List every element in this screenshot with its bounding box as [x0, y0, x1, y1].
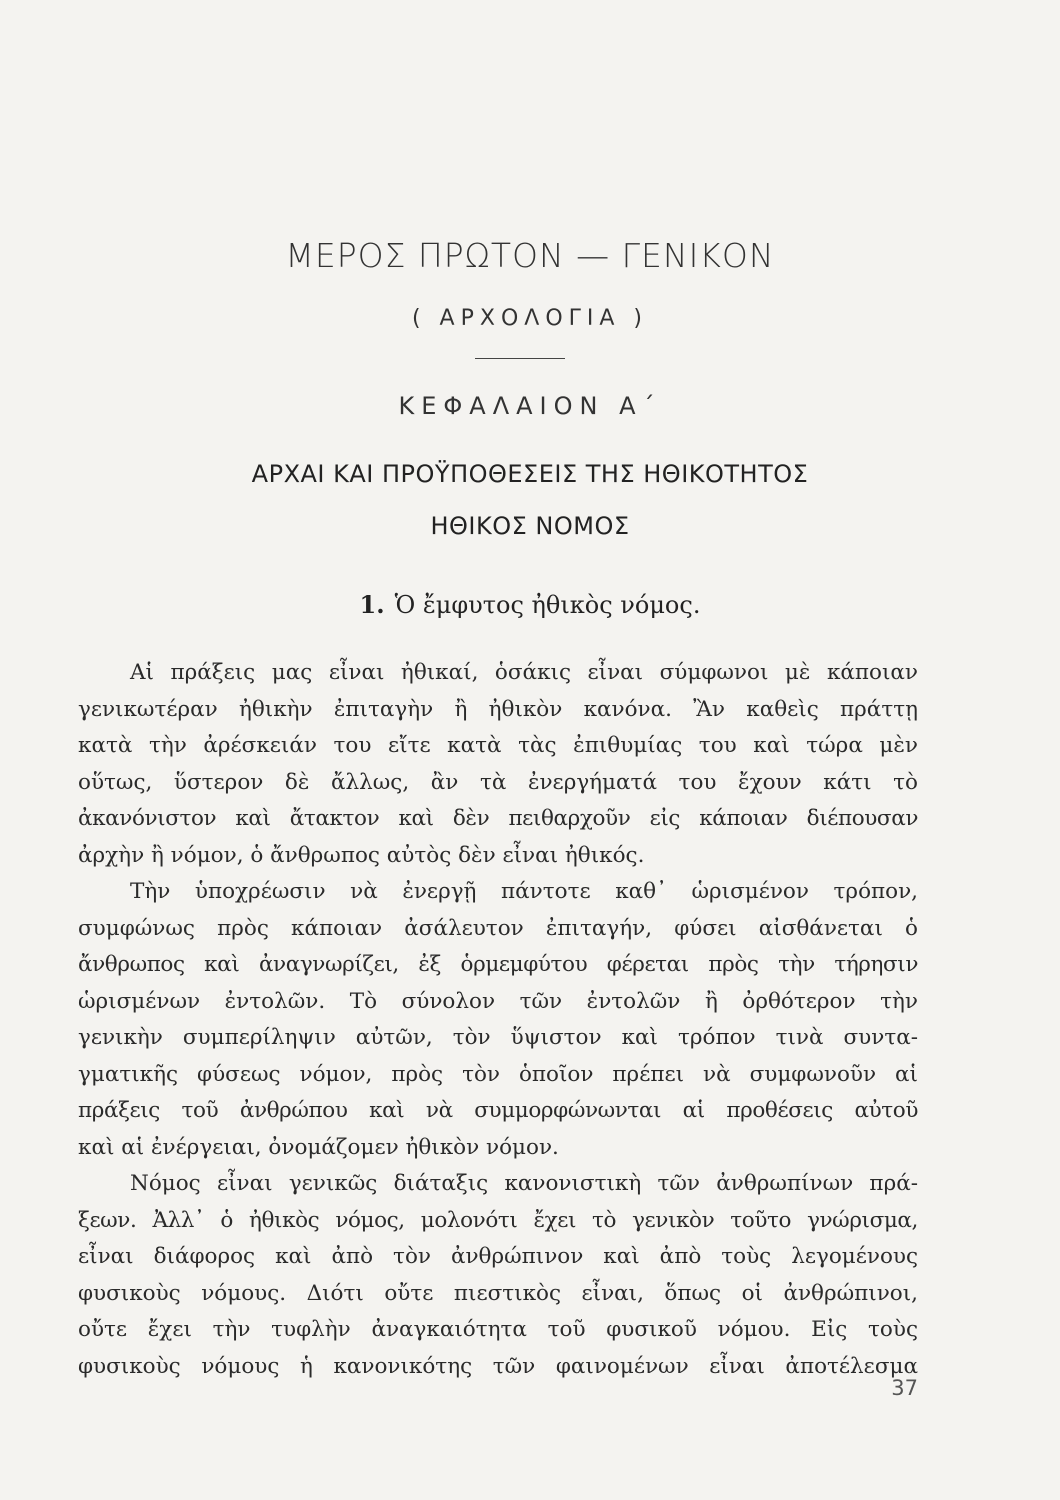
section-title: Ὁ ἔμφυτος ἠθικὸς νόμος. — [394, 591, 701, 619]
chapter-title: ΑΡΧΑΙ ΚΑΙ ΠΡΟΫΠΟΘΕΣΕΙΣ ΤΗΣ ΗΘΙΚΟΤΗΤΟΣ — [251, 460, 809, 488]
text-line: Νόμος εἶναι γενικῶς διάταξις κανονιστικὴ τῶν ἀνθρωπίνων πρά- — [130, 1171, 918, 1196]
text-line: οὔτε ἔχει τὴν τυφλὴν ἀναγκαιότητα τοῦ φυσικοῦ νόμου. Εἰς τοὺς — [78, 1317, 918, 1342]
text-line: φυσικοὺς νόμους ἡ κανονικότης τῶν φαινομένων εἶναι ἀποτέλεσμα — [78, 1353, 918, 1379]
text-line: γενικὴν συμπερίληψιν αὐτῶν, τὸν ὕψιστον καὶ τρόπον τινὰ συντα- — [78, 1025, 918, 1050]
text-line: Αἱ πράξεις μας εἶναι ἠθικαί, ὁσάκις εἶναι σύμφωνοι μὲ κάποιαν — [130, 660, 918, 685]
text-line: ἄνθρωπος καὶ ἀναγνωρίζει, ἐξ ὁρμεμφύτου φέρεται πρὸς τὴν τήρησιν — [78, 952, 918, 977]
body-text — [78, 655, 918, 1385]
text-line: ξεων. Ἀλλ᾽ ὁ ἠθικὸς νόμος, μολονότι ἔχει τὸ γενικὸν τοῦτο γνώρισμα, — [78, 1207, 918, 1233]
section-heading — [0, 590, 1060, 619]
text-line: ὡρισμένων ἐντολῶν. Τὸ σύνολον τῶν ἐντολῶν ἢ ὀρθότερον τὴν — [78, 988, 918, 1014]
text-line: κατὰ τὴν ἀρέσκειάν του εἴτε κατὰ τὰς ἐπιθυμίας του καὶ τώρα μὲν — [78, 733, 918, 758]
text-line: ἀκανόνιστον καὶ ἄτακτον καὶ δὲν πειθαρχοῦν εἰς κάποιαν διέπουσαν — [78, 806, 918, 831]
text-line: οὕτως, ὕστερον δὲ ἄλλως, ἂν τὰ ἐνεργήματά του ἔχουν κάτι τὸ — [78, 769, 918, 795]
text-line: ἀρχὴν ἢ νόμον, ὁ ἄνθρωπος αὐτὸς δὲν εἶναι ἠθικός. — [78, 842, 645, 868]
part-title: ΜΕΡΟΣ ΠΡΩΤΟΝ — ΓΕΝΙΚΟΝ — [285, 236, 775, 275]
text-line: καὶ αἱ ἐνέργειαι, ὀνομάζομεν ἠθικὸν νόμον. — [78, 1134, 559, 1160]
text-line: γενικωτέραν ἠθικὴν ἐπιταγὴν ἢ ἠθικὸν κανόνα. Ἂν καθεὶς πράττῃ — [78, 696, 918, 722]
text-line: Τὴν ὑποχρέωσιν νὰ ἐνεργῇ πάντοτε καθ᾽ ὡρισμένον τρόπον, — [130, 879, 918, 904]
text-line: εἶναι διάφορος καὶ ἀπὸ τὸν ἀνθρώπινον καὶ ἀπὸ τοὺς λεγομένους — [78, 1244, 918, 1269]
chapter-subtitle: ΗΘΙΚΟΣ ΝΟΜΟΣ — [430, 512, 630, 540]
text-line: φυσικοὺς νόμους. Διότι οὔτε πιεστικὸς εἶναι, ὅπως οἱ ἀνθρώπινοι, — [78, 1280, 918, 1306]
page-number: 37 — [891, 1376, 918, 1400]
title-divider — [475, 358, 565, 359]
chapter-label: ΚΕΦΑΛΑΙΟΝ Α΄ — [398, 392, 662, 420]
section-number: 1. — [359, 590, 385, 619]
text-line: πράξεις τοῦ ἀνθρώπου καὶ νὰ συμμορφώνωνται αἱ προθέσεις αὐτοῦ — [78, 1098, 918, 1123]
part-subtitle: ( ΑΡΧΟΛΟΓΙΑ ) — [411, 306, 649, 331]
text-line: γματικῆς φύσεως νόμον, πρὸς τὸν ὁποῖον πρέπει νὰ συμφωνοῦν αἱ — [78, 1061, 918, 1087]
text-line: συμφώνως πρὸς κάποιαν ἀσάλευτον ἐπιταγήν, φύσει αἰσθάνεται ὁ — [78, 915, 918, 941]
